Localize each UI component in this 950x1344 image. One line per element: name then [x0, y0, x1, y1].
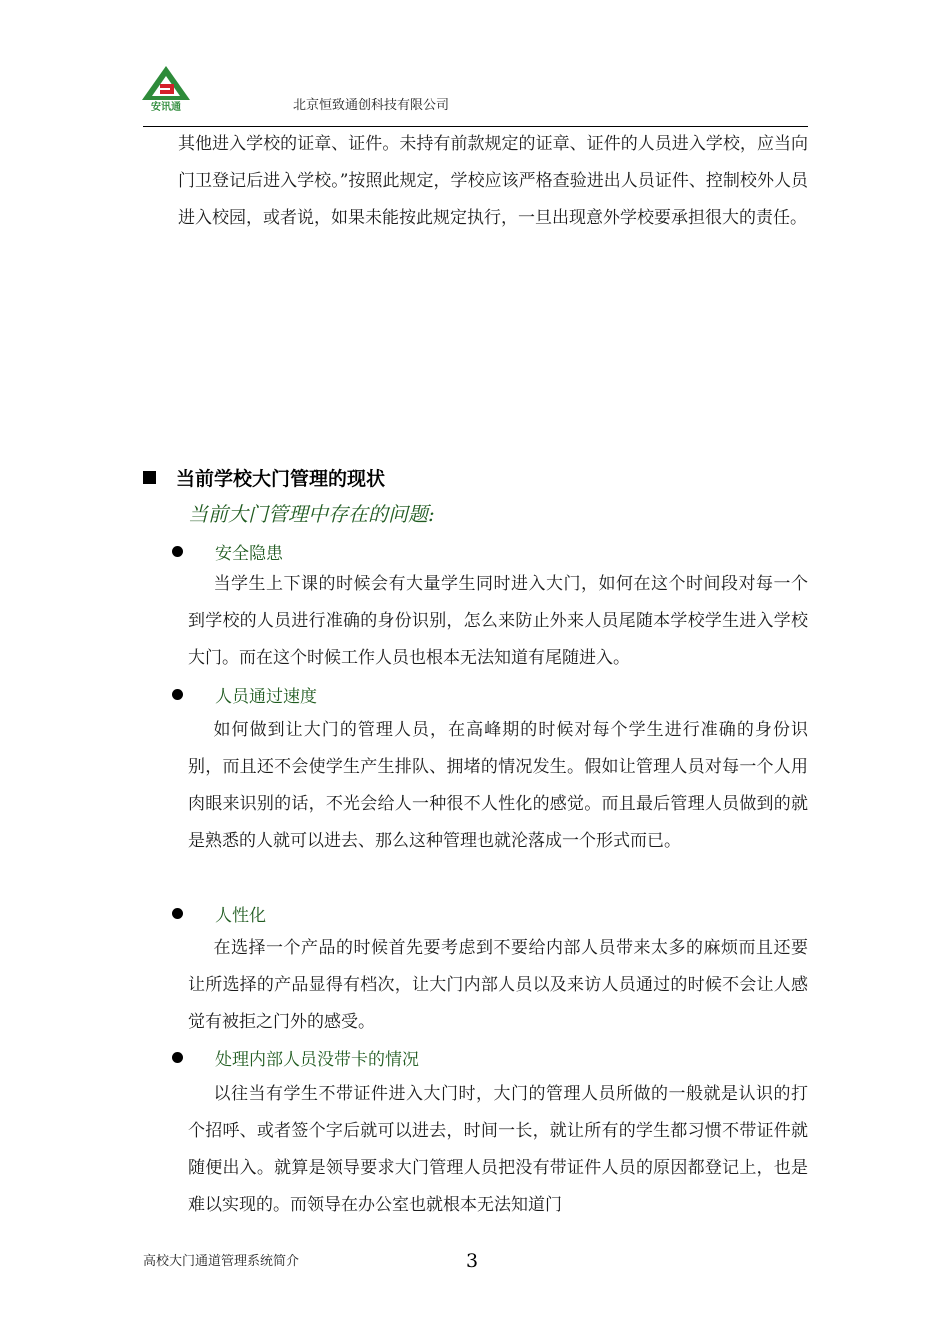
section-title: 当前学校大门管理的现状 [176, 467, 386, 490]
company-name: 北京恒致通创科技有限公司 [293, 98, 450, 113]
item-paragraph: 在选择一个产品的时候首先要考虑到不要给内部人员带来太多的麻烦而且还要让所选择的产品显得有档次，让大门内部人员以及来访人员通过的时候不会让人感觉有被拒之门外的感受。 [188, 938, 808, 1032]
section-subtitle: 当前大门管理中存在的问题: [188, 502, 435, 526]
bullet-item-1 [172, 536, 283, 566]
bullet-item-4 [172, 1042, 419, 1072]
bullet-dot-icon [172, 1052, 183, 1063]
square-bullet-icon [143, 471, 156, 484]
bullet-dot-icon [172, 689, 183, 700]
bullet-item-2 [172, 679, 317, 709]
bullet-item-3 [172, 898, 266, 928]
bullet-label: 人性化 [215, 905, 266, 926]
logo-text: 安讯通 [151, 102, 181, 112]
company-logo [138, 64, 194, 112]
item-paragraph: 以往当有学生不带证件进入大门时，大门的管理人员所做的一般就是认识的打个招呼、或者签个字后就可以进去，时间一长，就让所有的学生都习惯不带证件就随便出入。就算是领导要求大门管理人员把没有带证件人员的原因都登记上，也是难以实现的。而领导在办公室也就根本无法知道门 [188, 1084, 808, 1215]
bullet-label: 人员通过速度 [215, 686, 317, 707]
bullet-dot-icon [172, 546, 183, 557]
section-heading [143, 459, 385, 495]
footer-doc-title: 高校大门通道管理系统简介 [143, 1254, 300, 1269]
bullet-dot-icon [172, 908, 183, 919]
page-number: 3 [466, 1250, 479, 1272]
bullet-label: 处理内部人员没带卡的情况 [215, 1049, 419, 1070]
intro-paragraph: 其他进入学校的证章、证件。未持有前款规定的证章、证件的人员进入学校，应当向门卫登记后进入学校。”按照此规定，学校应该严格查验进出人员证件、控制校外人员进入校园，或者说，如果未能按此规定执行，一旦出现意外学校要承担很大的责任。 [178, 134, 808, 228]
item-paragraph: 如何做到让大门的管理人员，在高峰期的时候对每个学生进行准确的身份识别，而且还不会使学生产生排队、拥堵的情况发生。假如让管理人员对每一个人用肉眼来识别的话，不光会给人一种很不人性化的感觉。而且最后管理人员做到的就是熟悉的人就可以进去、那么这种管理也就沦落成一个形式而已。 [188, 720, 808, 851]
item-paragraph: 当学生上下课的时候会有大量学生同时进入大门，如何在这个时间段对每一个到学校的人员进行准确的身份识别，怎么来防止外来人员尾随本学校学生进入学校大门。而在这个时候工作人员也根本无法知道有尾随进入。 [188, 574, 808, 668]
bullet-label: 安全隐患 [215, 543, 283, 564]
